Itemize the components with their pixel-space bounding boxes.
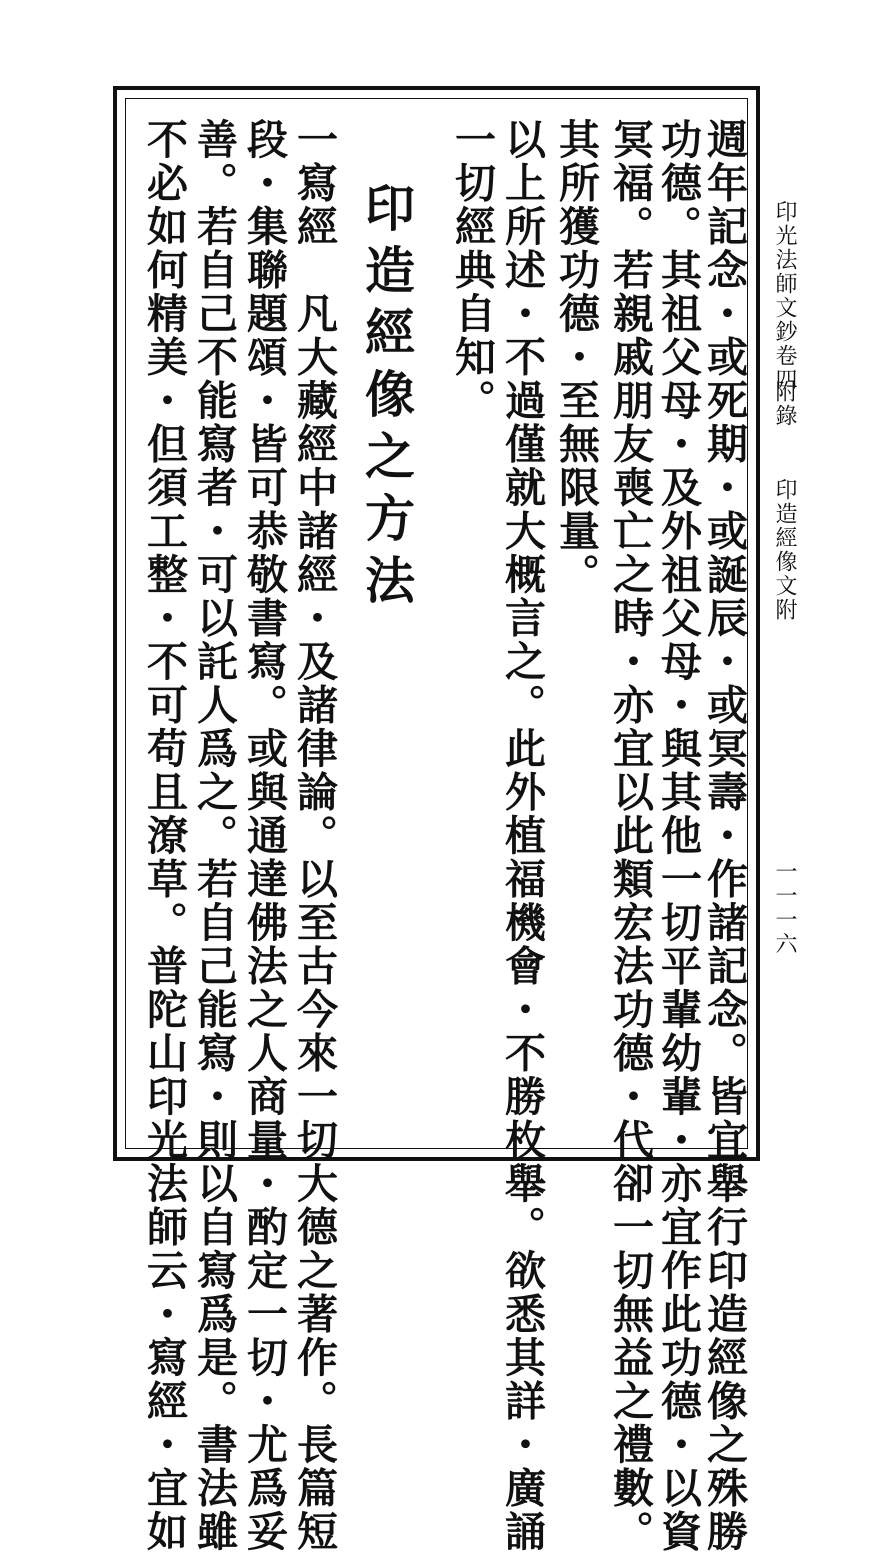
- text-column: 冥福。若親戚朋友喪亡之時・亦宜以此類宏法功德・代卻一切無益之禮數。: [606, 118, 654, 1554]
- text-column: 不必如何精美・但須工整・不可苟且潦草。普陀山印光法師云・寫經・宜如: [140, 118, 188, 1554]
- header-chapter: 印造經像文附: [772, 478, 797, 622]
- text-column: 週年記念・或死期・或誕辰・或冥壽・作諸記念。皆宜舉行印造經像之殊勝: [700, 118, 748, 1554]
- text-column: 段・集聯題頌・皆可恭敬書寫。或與通達佛法之人商量・酌定一切・尤爲妥: [240, 118, 288, 1554]
- text-column: 其所獲功德・至無限量。: [552, 118, 600, 597]
- text-column: 以上所述・不過僅就大概言之。此外植福機會・不勝枚舉。欲悉其詳・廣誦: [498, 118, 546, 1554]
- header-section: 附錄: [772, 380, 797, 428]
- page-number: 一一一六: [772, 860, 797, 956]
- text-column: 善。若自己不能寫者・可以託人爲之。若自己能寫・則以自寫爲是。書法雖: [190, 118, 238, 1554]
- text-column: 功德。其祖父母・及外祖父母・與其他一切平輩幼輩・亦宜作此功德・以資: [654, 118, 702, 1554]
- header-book-title: 印光法師文鈔卷四: [772, 200, 797, 392]
- section-title: 印造經像之方法: [357, 182, 416, 616]
- text-column: 一寫經 凡大藏經中諸經・及諸律論。以至古今來一切大德之著作。長篇短: [290, 118, 338, 1554]
- text-column: 一切經典自知。: [448, 118, 496, 423]
